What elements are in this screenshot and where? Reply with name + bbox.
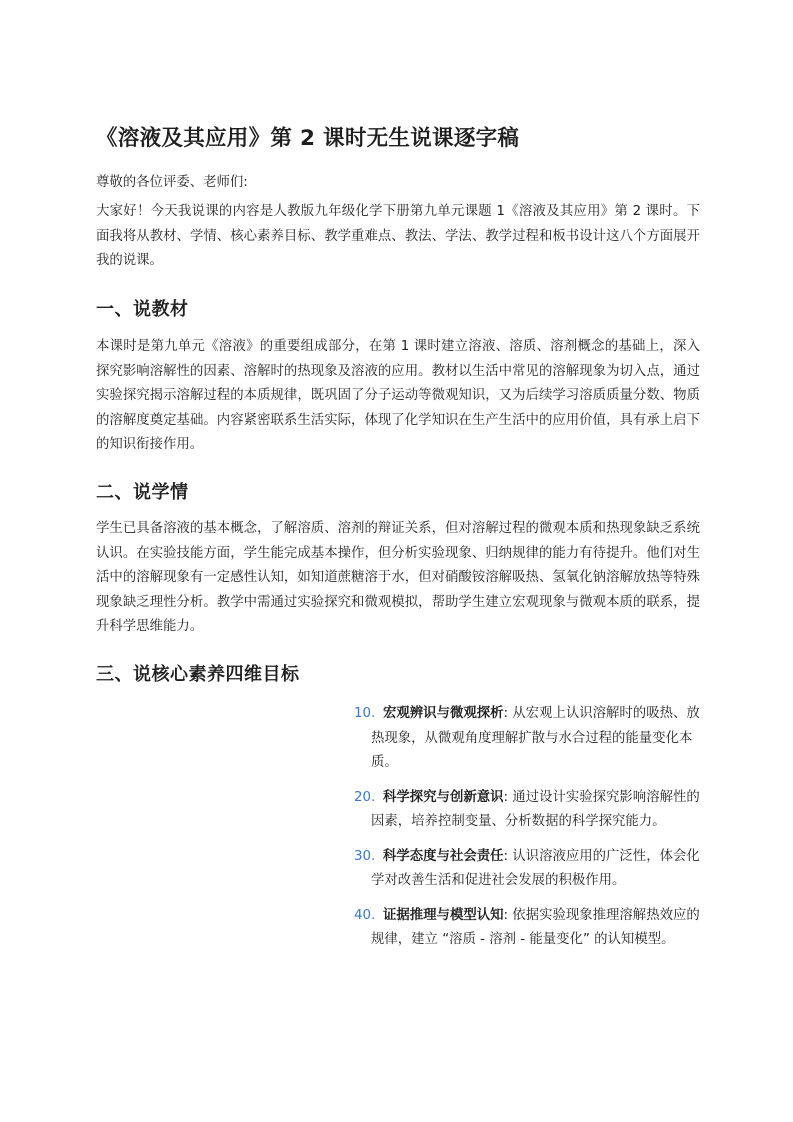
intro-paragraph: 大家好！今天我说课的内容是人教版九年级化学下册第九单元课题 1《溶液及其应用》第 2 课时。下面我将从教材、学情、核心素养目标、教学重难点、教法、学法、教学过程和板书设计这八个方面展开我的说课。: [96, 204, 700, 268]
list-item: [354, 904, 704, 953]
section-body-textbook: 本课时是第九单元《溶液》的重要组成部分，在第 1 课时建立溶液、溶质、溶剂概念的基础上，深入探究影响溶解性的因素、溶解时的热现象及溶液的应用。教材以生活中常见的溶解现象为切入点，通过实验探究揭示溶解过程的本质规律，既巩固了分子运动等微观知识，又为后续学习溶质质量分数、物质的溶解度奠定基础。内容紧密联系生活实际，体现了化学知识在生产生活中的应用价值，具有承上启下的知识衔接作用。: [96, 339, 700, 452]
list-item-number: 20.: [354, 789, 376, 805]
goal-heading: 科学探究与创新意识: [383, 789, 504, 805]
goal-heading: 证据推理与模型认知: [383, 907, 504, 923]
list-item-number: 40.: [354, 907, 376, 923]
goal-body: : 通过设计实验探究影响溶解性的因素，培养控制变量、分析数据的科学探究能力。: [371, 789, 700, 829]
goals-list: [354, 702, 704, 963]
goal-body: : 依据实验现象推理溶解热效应的规律，建立 “溶质 - 溶剂 - 能量变化” 的认知模型。: [371, 907, 700, 947]
list-item-number: 30.: [354, 848, 376, 864]
section-body-students: 学生已具备溶液的基本概念，了解溶质、溶剂的辩证关系，但对溶解过程的微观本质和热现象缺乏系统认识。在实验技能方面，学生能完成基本操作，但分析实验现象、归纳规律的能力有待提升。他们对生活中的溶解现象有一定感性认知，如知道蔗糖溶于水，但对硝酸铵溶解吸热、氢氧化钠溶解放热等特殊现象缺乏理性分析。教学中需通过实验探究和微观模拟，帮助学生建立宏观现象与微观本质的联系，提升科学思维能力。: [96, 521, 700, 634]
page-title: 《溶液及其应用》第 2 课时无生说课逐字稿: [96, 126, 520, 151]
list-item-number: 10.: [354, 706, 376, 721]
list-item: [354, 786, 704, 835]
section-heading-students: 二、说学情: [96, 482, 189, 503]
goal-heading: 宏观辨识与微观探析: [383, 706, 504, 721]
goal-body: : 认识溶液应用的广泛性，体会化学对改善生活和促进社会发展的积极作用。: [371, 848, 700, 888]
list-item: [354, 702, 704, 776]
section-heading-textbook: 一、说教材: [96, 299, 189, 320]
goal-heading: 科学态度与社会责任: [383, 848, 504, 864]
greeting-paragraph: 尊敬的各位评委、老师们:: [96, 175, 248, 190]
list-item: [354, 845, 704, 894]
document-page: [96, 0, 700, 1122]
section-heading-goals: 三、说核心素养四维目标: [96, 664, 300, 685]
goal-body: : 从宏观上认识溶解时的吸热、放热现象，从微观角度理解扩散与水合过程的能量变化本质。: [371, 706, 700, 770]
